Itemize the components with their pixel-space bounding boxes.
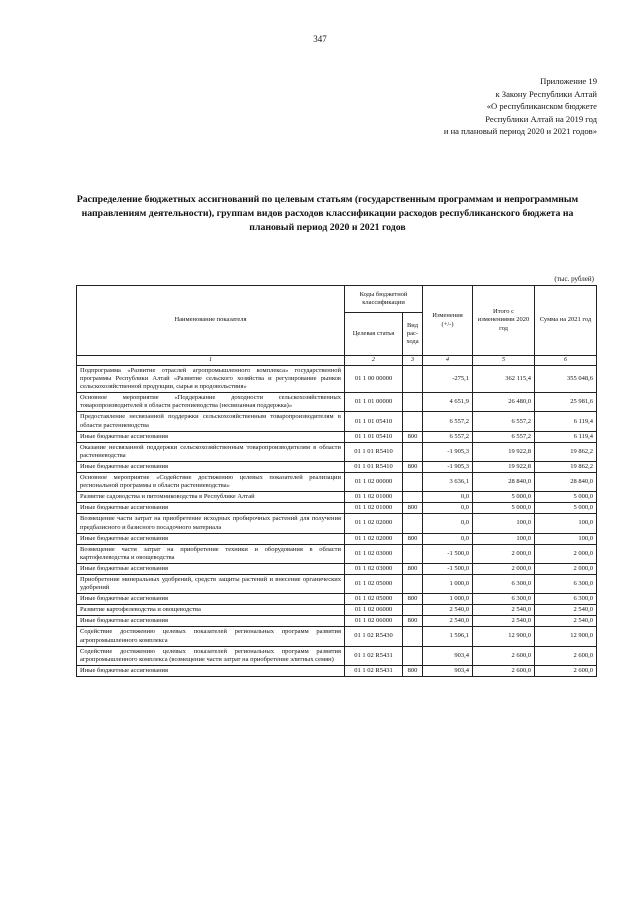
row-change: 0,0: [423, 533, 473, 544]
row-name: Предоставление несвязанной поддержки сельскохозяйственным товаропроизводителям в области растениеводства: [77, 412, 345, 431]
row-name: Иные бюджетные ассигнования: [77, 563, 345, 574]
row-total-2020: 2 540,0: [473, 616, 535, 627]
page-number: 347: [313, 34, 327, 44]
row-expense-kind: [403, 473, 423, 492]
row-total-2020: 6 300,0: [473, 574, 535, 593]
row-expense-kind: [403, 412, 423, 431]
header-total-2020: Итого с изменениями 2020 год: [473, 286, 535, 356]
row-total-2020: 2 540,0: [473, 605, 535, 616]
table-body: [77, 366, 597, 677]
row-sum-2021: 2 540,0: [535, 605, 597, 616]
appendix-line: к Закону Республики Алтай: [495, 88, 597, 99]
header-target-article: Целевая статья: [345, 313, 403, 356]
row-sum-2021: 6 300,0: [535, 574, 597, 593]
table-row: [77, 646, 597, 665]
row-name: Иные бюджетные ассигнования: [77, 461, 345, 472]
table-row: [77, 594, 597, 605]
row-sum-2021: 2 540,0: [535, 616, 597, 627]
row-change: 4 651,9: [423, 393, 473, 412]
row-change: -1 500,0: [423, 563, 473, 574]
row-target-code: 01 1 02 05000: [345, 594, 403, 605]
row-sum-2021: 100,0: [535, 514, 597, 533]
row-change: -1 905,3: [423, 461, 473, 472]
row-total-2020: 6 300,0: [473, 594, 535, 605]
table-row: [77, 544, 597, 563]
row-target-code: 01 1 02 01000: [345, 503, 403, 514]
row-expense-kind: [403, 574, 423, 593]
row-expense-kind: 800: [403, 533, 423, 544]
row-target-code: 01 1 01 00000: [345, 393, 403, 412]
row-sum-2021: 28 840,0: [535, 473, 597, 492]
row-expense-kind: [403, 366, 423, 393]
row-name: Подпрограмма «Развитие отраслей агропромышленного комплекса» государственной программы Республики Алтай «Развитие сельского хозяйства и регулирование рынков сельскохозяйственной продукции, сырья и продовольствия»: [77, 366, 345, 393]
row-change: 1 000,0: [423, 594, 473, 605]
table-row: [77, 503, 597, 514]
table-row: [77, 412, 597, 431]
row-change: 0,0: [423, 514, 473, 533]
row-sum-2021: 12 900,0: [535, 627, 597, 646]
units-note: (тыс. рублей): [554, 275, 594, 283]
row-sum-2021: 25 981,6: [535, 393, 597, 412]
row-change: 3 636,1: [423, 473, 473, 492]
row-target-code: 01 1 02 00000: [345, 473, 403, 492]
row-change: 903,4: [423, 665, 473, 676]
row-target-code: 01 1 02 03000: [345, 563, 403, 574]
row-target-code: 01 1 02 02000: [345, 533, 403, 544]
row-target-code: 01 1 01 05410: [345, 412, 403, 431]
row-total-2020: 6 557,2: [473, 412, 535, 431]
row-expense-kind: 800: [403, 563, 423, 574]
row-change: 2 540,0: [423, 616, 473, 627]
row-total-2020: 6 557,2: [473, 431, 535, 442]
row-sum-2021: 19 862,2: [535, 461, 597, 472]
table-row: [77, 616, 597, 627]
row-change: -275,1: [423, 366, 473, 393]
row-total-2020: 19 922,8: [473, 461, 535, 472]
row-expense-kind: [403, 514, 423, 533]
row-name: Иные бюджетные ассигнования: [77, 616, 345, 627]
row-change: 1 000,0: [423, 574, 473, 593]
row-name: Возмещение части затрат на приобретение исходных пробирочных растений для получения предбазисного и базисного посадочного материала: [77, 514, 345, 533]
budget-table: [76, 285, 597, 677]
row-expense-kind: [403, 393, 423, 412]
appendix-block: [444, 75, 597, 138]
row-expense-kind: [403, 492, 423, 503]
row-change: 2 540,0: [423, 605, 473, 616]
column-number: 1: [77, 356, 345, 366]
row-change: 0,0: [423, 492, 473, 503]
header-expense-kind: Вид рас-хода: [403, 313, 423, 356]
row-name: Возмещение части затрат на приобретение техники и оборудования в области картофелеводства и овощеводства: [77, 544, 345, 563]
row-name: Иные бюджетные ассигнования: [77, 594, 345, 605]
row-target-code: 01 1 02 03000: [345, 544, 403, 563]
row-name: Содействие достижению целевых показателей региональных программ развития агропромышленного комплекса: [77, 627, 345, 646]
row-name: Иные бюджетные ассигнования: [77, 665, 345, 676]
row-total-2020: 19 922,8: [473, 442, 535, 461]
row-sum-2021: 2 000,0: [535, 563, 597, 574]
row-total-2020: 5 000,0: [473, 503, 535, 514]
row-expense-kind: [403, 646, 423, 665]
column-number: 3: [403, 356, 423, 366]
header-codes-group: Коды бюджетной классификации: [345, 286, 423, 313]
document-title: Распределение бюджетных ассигнований по целевым статьям (государственным программам и непрограммным направлениям деятельности), группам видов расходов классификации расходов республиканского бюджета на плановый период 2020 и 2021 годов: [76, 194, 579, 233]
row-sum-2021: 100,0: [535, 533, 597, 544]
row-name: Иные бюджетные ассигнования: [77, 533, 345, 544]
row-name: Иные бюджетные ассигнования: [77, 503, 345, 514]
row-sum-2021: 355 048,6: [535, 366, 597, 393]
row-total-2020: 2 000,0: [473, 544, 535, 563]
row-change: 0,0: [423, 503, 473, 514]
row-target-code: 01 1 01 05410: [345, 431, 403, 442]
table-row: [77, 605, 597, 616]
header-sum-2021: Сумма на 2021 год: [535, 286, 597, 356]
row-total-2020: 28 840,0: [473, 473, 535, 492]
row-change: -1 500,0: [423, 544, 473, 563]
row-expense-kind: 800: [403, 594, 423, 605]
row-target-code: 01 1 02 01000: [345, 492, 403, 503]
column-number: 6: [535, 356, 597, 366]
row-total-2020: 100,0: [473, 514, 535, 533]
row-sum-2021: 6 119,4: [535, 412, 597, 431]
row-total-2020: 12 900,0: [473, 627, 535, 646]
column-number: 4: [423, 356, 473, 366]
row-sum-2021: 2 600,0: [535, 665, 597, 676]
row-expense-kind: 800: [403, 503, 423, 514]
row-target-code: 01 1 02 R5430: [345, 627, 403, 646]
row-change: 1 596,1: [423, 627, 473, 646]
table-row: [77, 431, 597, 442]
row-sum-2021: 5 000,0: [535, 492, 597, 503]
row-name: Содействие достижению целевых показателей региональных программ развития агропромышленного комплекса (возмещение части затрат на приобретение элитных семян): [77, 646, 345, 665]
row-sum-2021: 6 300,0: [535, 594, 597, 605]
column-number: 2: [345, 356, 403, 366]
header-name: Наименование показателя: [77, 286, 345, 356]
row-total-2020: 362 115,4: [473, 366, 535, 393]
table-row: [77, 461, 597, 472]
row-expense-kind: 800: [403, 616, 423, 627]
table-row: [77, 442, 597, 461]
table-row: [77, 473, 597, 492]
row-change: 6 557,2: [423, 412, 473, 431]
row-name: Приобретение минеральных удобрений, средств защиты растений и внесение органических удобрений: [77, 574, 345, 593]
row-expense-kind: 800: [403, 431, 423, 442]
row-target-code: 01 1 02 R5431: [345, 665, 403, 676]
row-total-2020: 2 600,0: [473, 665, 535, 676]
table-row: [77, 366, 597, 393]
row-total-2020: 26 480,0: [473, 393, 535, 412]
row-name: Развитие картофелеводства и овощеводства: [77, 605, 345, 616]
appendix-line: «О республиканском бюджете: [486, 101, 597, 112]
table-row: [77, 665, 597, 676]
row-sum-2021: 19 862,2: [535, 442, 597, 461]
row-target-code: 01 1 02 02000: [345, 514, 403, 533]
column-number: 5: [473, 356, 535, 366]
row-sum-2021: 2 000,0: [535, 544, 597, 563]
row-target-code: 01 1 01 R5410: [345, 442, 403, 461]
appendix-line: Приложение 19: [540, 76, 597, 86]
row-change: 6 557,2: [423, 431, 473, 442]
row-target-code: 01 1 02 06000: [345, 605, 403, 616]
row-name: Иные бюджетные ассигнования: [77, 431, 345, 442]
table-row: [77, 533, 597, 544]
row-sum-2021: 2 600,0: [535, 646, 597, 665]
row-target-code: 01 1 02 05000: [345, 574, 403, 593]
row-sum-2021: 6 119,4: [535, 431, 597, 442]
row-expense-kind: [403, 442, 423, 461]
row-target-code: 01 1 02 06000: [345, 616, 403, 627]
table-row: [77, 514, 597, 533]
row-expense-kind: 800: [403, 665, 423, 676]
row-total-2020: 2 000,0: [473, 563, 535, 574]
row-name: Основное мероприятие «Содействие достижению целевых показателей реализации региональной программы в области растениеводства»: [77, 473, 345, 492]
row-expense-kind: 800: [403, 461, 423, 472]
row-target-code: 01 1 01 R5410: [345, 461, 403, 472]
row-name: Оказание несвязанной поддержки сельскохозяйственным товаропроизводителям в области растениеводства: [77, 442, 345, 461]
appendix-line: и на плановый период 2020 и 2021 годов»: [443, 126, 597, 137]
row-change: -1 905,3: [423, 442, 473, 461]
row-total-2020: 5 000,0: [473, 492, 535, 503]
table-row: [77, 627, 597, 646]
row-name: Развитие садоводства и питомниководства в Республике Алтай: [77, 492, 345, 503]
row-name: Основное мероприятие «Поддержание доходности сельскохозяйственных товаропроизводителей в области растениеводства (несвязанная поддержка)»: [77, 393, 345, 412]
table-row: [77, 393, 597, 412]
table-row: [77, 574, 597, 593]
appendix-line: Республики Алтай на 2019 год: [485, 113, 597, 124]
header-change: Изменения (+/-): [423, 286, 473, 356]
row-target-code: 01 1 02 R5431: [345, 646, 403, 665]
table-row: [77, 492, 597, 503]
row-change: 903,4: [423, 646, 473, 665]
row-expense-kind: [403, 627, 423, 646]
table-row: [77, 563, 597, 574]
row-expense-kind: [403, 605, 423, 616]
row-total-2020: 100,0: [473, 533, 535, 544]
row-sum-2021: 5 000,0: [535, 503, 597, 514]
row-target-code: 01 1 00 00000: [345, 366, 403, 393]
row-total-2020: 2 600,0: [473, 646, 535, 665]
row-expense-kind: [403, 544, 423, 563]
